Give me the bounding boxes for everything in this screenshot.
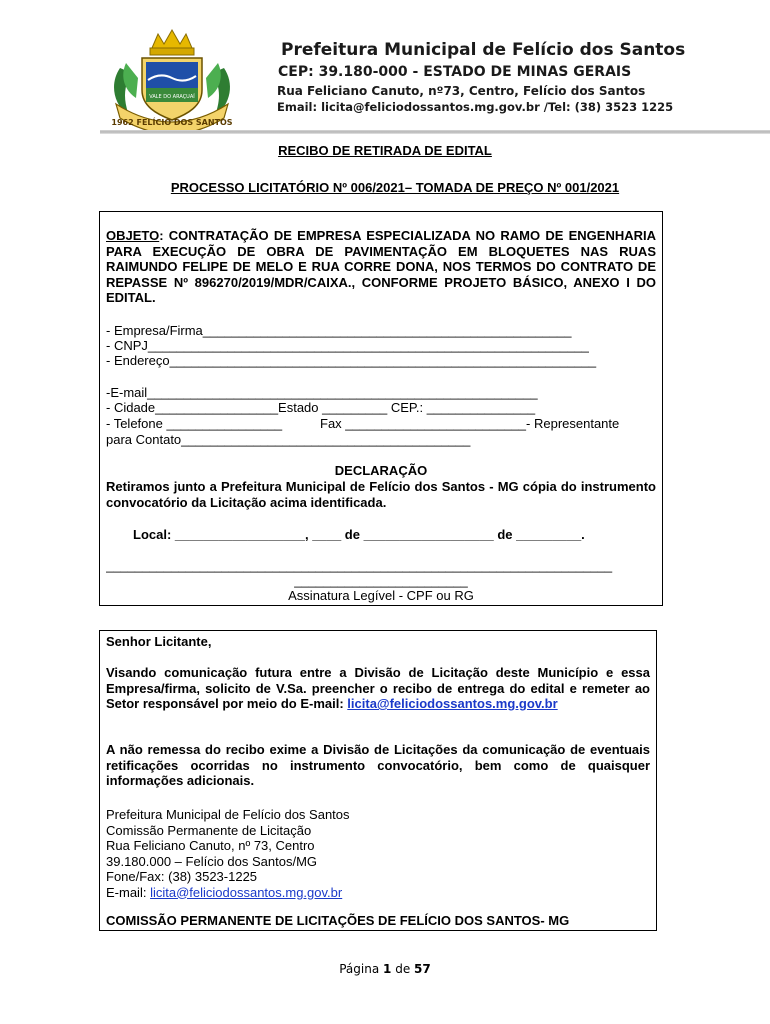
declaracao-title: DECLARAÇÃO	[334, 463, 428, 478]
declaracao-text: Retiramos junto a Prefeitura Municipal de Felício dos Santos - MG cópia do instrumento convocatório da Licitação acima identificada.	[106, 479, 656, 510]
signature-line-short: ________________________	[294, 573, 468, 588]
svg-text:1962 FELÍCIO DOS SANTOS: 1962 FELÍCIO DOS SANTOS	[111, 118, 233, 127]
header-title: Prefeitura Municipal de Felício dos Santos	[281, 40, 686, 60]
notice-closing: COMISSÃO PERMANENTE DE LICITAÇÕES DE FELÍCIO DOS SANTOS- MG	[106, 913, 570, 928]
svg-text:VALE DO ARAÇUAÍ: VALE DO ARAÇUAÍ	[149, 94, 195, 100]
document-title: RECIBO DE RETIRADA DE EDITAL	[278, 143, 492, 158]
address-line-1: Prefeitura Municipal de Felício dos Santos	[106, 807, 350, 822]
notice-email-link[interactable]: licita@feliciodossantos.mg.gov.br	[347, 696, 558, 711]
field-cidade-estado-cep[interactable]: - Cidade_________________Estado _________ CEP.: _______________	[106, 400, 536, 415]
notice-box	[99, 630, 657, 931]
page-number: Página 1 de 57	[339, 962, 431, 976]
notice-paragraph-2: A não remessa do recibo exime a Divisão de Licitações da comunicação de eventuais retificações ocorridas no instrumento convocatório, bem como de quaisquer informações adicionais.	[106, 742, 650, 788]
header-cep: CEP: 39.180-000 - ESTADO DE MINAS GERAIS	[278, 64, 632, 80]
local-date-line[interactable]: Local: __________________, ____ de __________________ de _________.	[133, 527, 585, 542]
address-line-2: Comissão Permanente de Licitação	[106, 822, 312, 838]
field-telefone[interactable]: - Telefone ________________	[106, 416, 283, 431]
notice-salutation: Senhor Licitante,	[106, 634, 212, 649]
address-email-link[interactable]: licita@feliciodossantos.mg.gov.br	[150, 884, 343, 900]
address-line-3: Rua Feliciano Canuto, nº 73, Centro	[106, 838, 315, 853]
header-divider	[100, 130, 770, 134]
field-email[interactable]: -E-mail______________________________________________________	[106, 385, 538, 400]
process-line: PROCESSO LICITATÓRIO Nº 006/2021– TOMADA DE PREÇO Nº 001/2021	[170, 180, 620, 195]
signature-line[interactable]: ______________________________________________________________________	[106, 558, 613, 573]
field-empresa[interactable]: - Empresa/Firma___________________________________________________	[106, 323, 572, 338]
objeto-label: OBJETO	[106, 228, 160, 243]
crest-emblem-icon	[102, 28, 242, 132]
objeto-text: : CONTRATAÇÃO DE EMPRESA ESPECIALIZADA NO RAMO DE ENGENHARIA PARA EXECUÇÃO DE OBRA DE PAVIMENTAÇÃO EM BLOQUETES NAS RUAS RAIMUNDO FELIPE DE MELO E RUA CORRE DONA, NOS TERMOS DO CONTRATO DE REPASSE Nº 896270/2019/MDR/CAIXA., CONFORME PROJETO BÁSICO, ANEXO I DO EDITAL.	[106, 228, 656, 305]
field-contato[interactable]: para Contato________________________________________	[106, 432, 471, 447]
field-cnpj[interactable]: - CNPJ_____________________________________________________________	[106, 338, 589, 353]
address-line-6: E-mail: licita@feliciodossantos.mg.gov.br	[106, 884, 343, 900]
objeto-paragraph	[106, 228, 656, 306]
notice-address-block	[106, 807, 650, 900]
address-line-5: Fone/Fax: (38) 3523-1225	[106, 869, 258, 884]
header-address: Rua Feliciano Canuto, nº73, Centro, Felício dos Santos	[277, 84, 646, 98]
field-fax-representante[interactable]: Fax _________________________- Representante	[320, 416, 620, 431]
field-endereco[interactable]: - Endereço___________________________________________________________	[106, 353, 597, 368]
address-line-4: 39.180.000 – Felício dos Santos/MG	[106, 853, 318, 869]
notice-paragraph-1: Visando comunicação futura entre a Divisão de Licitação deste Município e essa Empresa/firma, solicito de V.Sa. preencher o recibo de entrega do edital e remeter ao Setor responsável por meio do E-mail: licita@feliciodossantos.mg.gov.br	[106, 665, 650, 711]
header-email: Email: licita@feliciodossantos.mg.gov.br /Tel: (38) 3523 1225	[277, 100, 674, 114]
signature-caption: Assinatura Legível - CPF ou RG	[288, 588, 474, 603]
coat-of-arms-logo	[102, 28, 242, 132]
receipt-form-box	[99, 211, 663, 606]
